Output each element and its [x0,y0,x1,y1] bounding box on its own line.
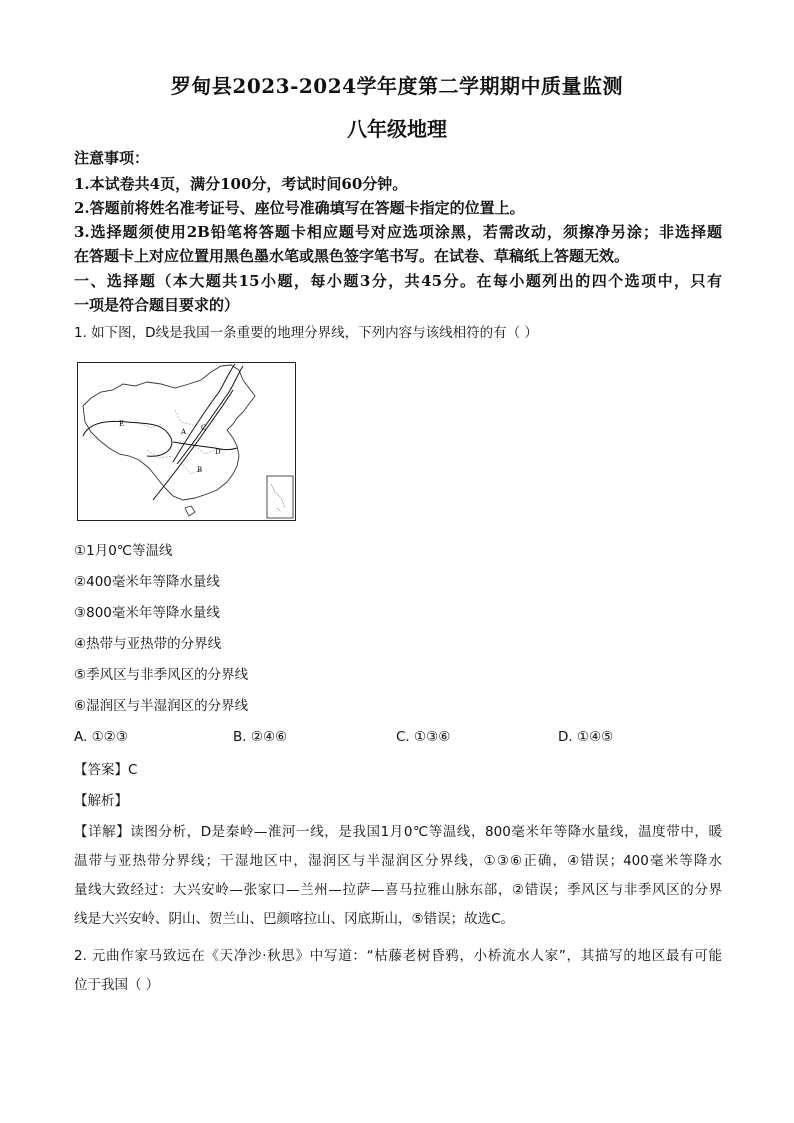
answer-label: 【答案】C [74,762,138,778]
statement-1: ①1月0℃等温线 [74,543,173,559]
explanation-line-3: 量线大致经过：大兴安岭—张家口—兰州—拉萨—喜马拉雅山脉东部，②错误；季风区与非季风区的分界 [74,882,722,898]
option-a: A. ①②③ [74,729,128,745]
explanation-line-2: 温带与亚热带分界线；干湿地区中，湿润区与半湿润区分界线，①③⑥正确，④错误；400毫米等降水 [74,853,722,869]
notice-item-3: 3.选择题须使用2B铅笔将答题卡相应题号对应选项涂黑，若需改动，须擦净另涂；非选择题 [74,223,722,241]
notice-item-1: 1.本试卷共4页，满分100分，考试时间60分钟。 [74,175,408,193]
exam-title: 罗甸县2023-2024学年度第二学期期中质量监测 [170,74,624,98]
map-label-b: B [197,466,203,474]
notice-item-3-cont: 在答题卡上对应位置用黑色墨水笔或黑色签字笔书写。在试卷、草稿纸上答题无效。 [74,247,630,265]
explanation-line-4: 线是大兴安岭、阴山、贺兰山、巴颜喀拉山、冈底斯山，⑤错误；故选C。 [74,911,515,927]
option-b: B. ②④⑥ [233,729,288,745]
explanation-line-1: 【详解】读图分析，D是秦岭—淮河一线，是我国1月0℃等温线，800毫米年等降水量线，温度带中，暖 [74,824,722,840]
question-1-stem: 1. 如下图，D线是我国一条重要的地理分界线，下列内容与该线相符的有（ ） [74,325,538,341]
option-d: D. ①④⑤ [558,729,614,745]
statement-4: ④热带与亚热带的分界线 [74,636,222,652]
section-heading: 一、选择题（本大题共15小题，每小题3分，共45分。在每小题列出的四个选项中，只有 [74,272,722,290]
notice-heading: 注意事项： [74,149,150,167]
section-heading-cont: 一项是符合题目要求的） [74,296,240,314]
china-map-figure [77,362,296,521]
question-2-line-1: 2. 元曲作家马致远在《天净沙·秋思》中写道：“枯藤老树昏鸦，小桥流水人家”，其描写的地区最有可能 [74,948,722,964]
question-2 [74,942,722,1000]
question-2-line-2: 位于我国（ ） [74,977,160,993]
map-label-c: C [201,424,207,432]
map-label-a: A [181,428,187,436]
analysis-label: 【解析】 [74,793,128,809]
option-c: C. ①③⑥ [396,729,451,745]
statement-6: ⑥湿润区与半湿润区的分界线 [74,698,249,714]
statement-3: ③800毫米年等降水量线 [74,605,220,621]
exam-subtitle: 八年级地理 [347,117,447,141]
statement-2: ②400毫米年等降水量线 [74,574,220,590]
explanation [74,818,722,934]
map-label-d: D [215,448,221,456]
statement-5: ⑤季风区与非季风区的分界线 [74,667,249,683]
map-label-e: E [119,420,125,428]
notice-item-2: 2.答题前将姓名准考证号、座位号准确填写在答题卡指定的位置上。 [74,199,525,217]
